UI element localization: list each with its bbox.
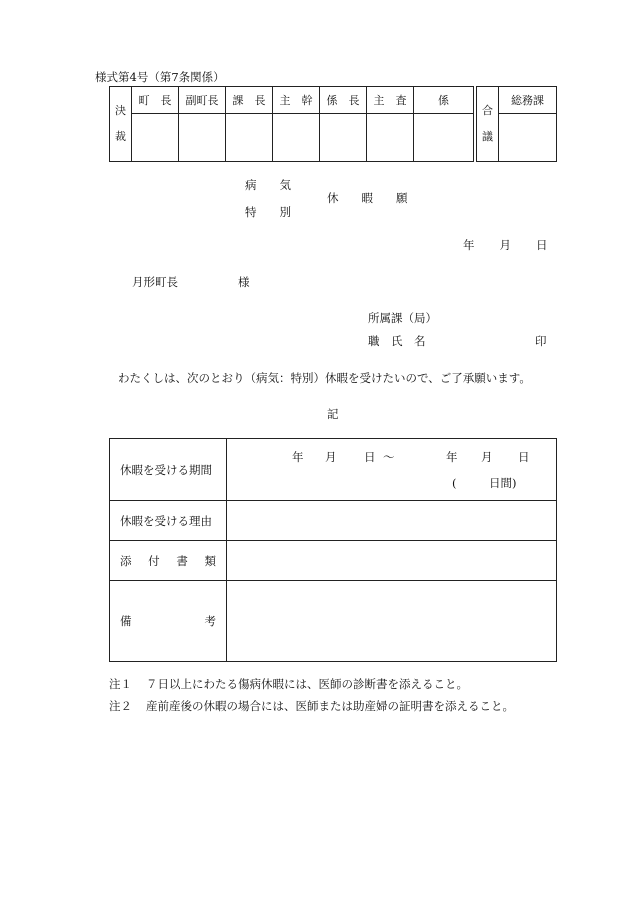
stamp-box[interactable] [179,114,226,162]
col-kakari: 係 [414,87,474,114]
remarks-label [110,581,227,662]
period-year-to: 年 [446,450,458,464]
leave-type-option-special: 特 別 [245,205,291,219]
stamp-box[interactable] [367,114,414,162]
form-title: 様式第4号（第7条関係） [95,70,225,84]
gougi-char-2: 議 [482,130,493,143]
days-close: 日間) [489,476,517,490]
seal-mark: 印 [535,334,547,348]
gougi-label [477,87,499,162]
date-day: 日 [536,238,548,252]
remarks-char: 考 [204,614,216,628]
kessai-label [110,87,132,162]
stamp-box[interactable] [226,114,273,162]
days-open: ( [452,476,457,490]
date-year: 年 [463,238,475,252]
remarks-char: 備 [120,614,132,628]
note-text: ７日以上にわたる傷病休暇には、医師の診断書を添えること。 [146,677,468,691]
request-text: わたくしは、次のとおり（病気：特別）休暇を受けたいので、ご了承願います。 [118,371,531,385]
attach-char: 類 [204,553,216,568]
note-number: 注２ [109,699,132,713]
stamp-box[interactable] [499,114,557,162]
applicant-dept: 所属課（局） [368,311,437,325]
col-fukuchouchou: 副町長 [179,87,226,114]
period-day-from: 日 [364,450,376,464]
attach-char: 添 [120,553,132,568]
stamp-box[interactable] [414,114,474,162]
date-month: 月 [499,238,511,252]
approval-grid [109,86,557,162]
stamp-box[interactable] [273,114,320,162]
document-title: 休 暇 願 [327,191,408,205]
col-shusa: 主 査 [367,87,414,114]
note-1 [109,677,468,691]
attachments-field[interactable] [227,541,557,581]
col-chouchou: 町 長 [132,87,179,114]
addressee-name: 月形町長 [132,275,178,289]
period-month-from: 月 [325,450,337,464]
ki-mark: 記 [327,407,339,421]
gougi-char-1: 合 [482,104,493,117]
attach-char: 付 [148,553,160,568]
note-number: 注１ [109,677,132,691]
col-soumu: 総務課 [499,87,557,114]
period-day-to: 日 [518,450,530,464]
period-label: 休暇を受ける期間 [110,439,227,501]
applicant-name-label: 職 氏 名 [368,334,426,348]
addressee-honorific: 様 [238,275,250,289]
col-kakarichou: 係 長 [320,87,367,114]
stamp-box[interactable] [132,114,179,162]
kessai-char-1: 決 [115,104,126,117]
remarks-field[interactable] [227,581,557,662]
attach-char: 書 [176,553,188,568]
note-2 [109,699,514,713]
note-text: 産前産後の休暇の場合には、医師または助産婦の証明書を添えること。 [146,699,514,713]
date-line [463,238,548,252]
period-tilde: ～ [383,450,395,464]
kessai-char-2: 裁 [115,130,126,143]
details-table [109,438,557,662]
leave-type-option-sick: 病 気 [245,178,291,192]
period-year-from: 年 [292,450,304,464]
attachments-label [110,541,227,581]
period-field[interactable] [227,439,557,501]
reason-label: 休暇を受ける理由 [110,501,227,541]
stamp-box[interactable] [320,114,367,162]
col-shukan: 主 幹 [273,87,320,114]
col-kachou: 課 長 [226,87,273,114]
reason-field[interactable] [227,501,557,541]
period-month-to: 月 [481,450,493,464]
